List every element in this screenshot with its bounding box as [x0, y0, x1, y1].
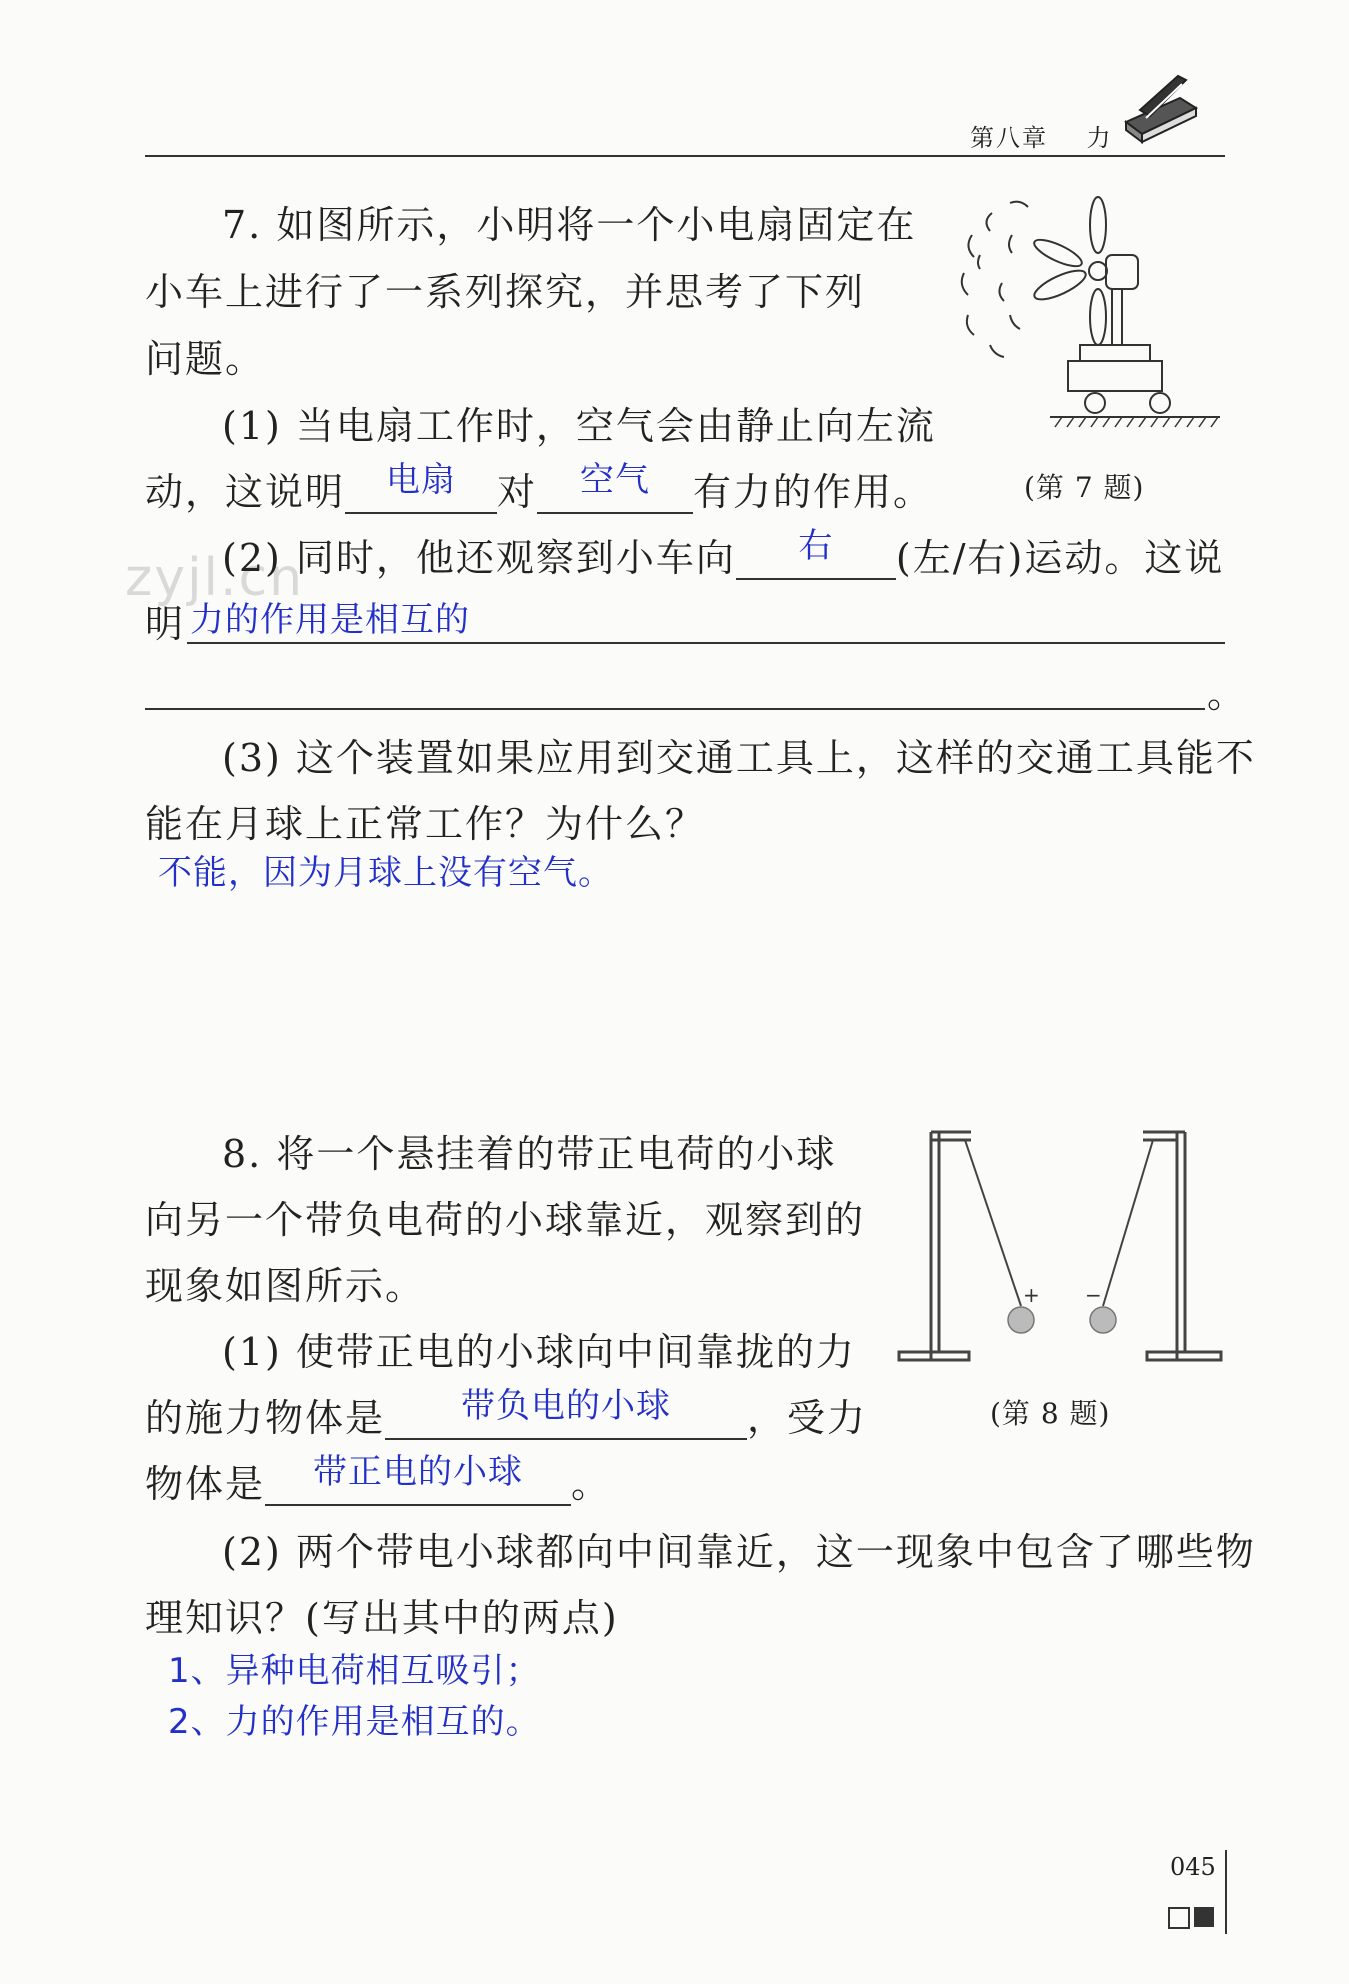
q7-blank-3[interactable]: [736, 526, 896, 580]
q8-stem-line2: 向另一个带负电荷的小球靠近，观察到的: [145, 1198, 866, 1242]
q7-figure-caption: (第 7 题): [1024, 471, 1145, 504]
q7-blank-1-answer: 电扇: [386, 460, 457, 500]
q7-stem-line1: 7. 如图所示，小明将一个小电扇固定在: [222, 203, 917, 247]
q8-part1-text-a: 的施力物体是: [145, 1396, 386, 1440]
chapter-number: 第八章: [970, 124, 1048, 152]
q8-answer-1: 1、异种电荷相互吸引；: [168, 1651, 541, 1691]
page-number-rule: [1225, 1850, 1227, 1934]
q8-blank-2-answer: 带正电的小球: [313, 1452, 524, 1492]
q7-part1-line2: [145, 460, 934, 514]
q8-part2-line1: (2) 两个带电小球都向中间靠近，这一现象中包含了哪些物: [222, 1530, 1256, 1574]
q7-part1-text-a: 动，这说明: [145, 470, 346, 514]
q7-blank-1[interactable]: [345, 460, 497, 514]
book-icon: [1120, 70, 1200, 150]
q7-part1-text-c: 有力的作用。: [693, 470, 934, 514]
q7-part1-text-b: 对: [497, 470, 538, 514]
minus-sign: −: [1085, 1283, 1102, 1307]
q7-part3-line1: (3) 这个装置如果应用到交通工具上，这样的交通工具能不: [222, 736, 1256, 780]
q8-part1-text-b: ，受力: [747, 1396, 868, 1440]
header-rule: [145, 155, 1225, 157]
q7-part2-line1: [222, 526, 1225, 580]
q7-part2-line2: 明: [145, 602, 186, 646]
q7-part3-line2: 能在月球上正常工作？为什么？: [145, 802, 706, 846]
q7-blank-3-answer: 右: [798, 526, 834, 566]
q8-part2-line2: 理知识？(写出其中的两点): [145, 1596, 619, 1640]
q7-answer-rule-1: [187, 642, 1225, 644]
q8-stem-line3: 现象如图所示。: [145, 1264, 426, 1308]
q7-part2-text-b: (左/右)运动。这说: [895, 536, 1225, 580]
q8-part1-line3: [145, 1452, 612, 1506]
q8-blank-2[interactable]: [265, 1452, 571, 1506]
q8-figure-caption: (第 8 题): [990, 1397, 1111, 1430]
q7-stem-line3: 问题。: [145, 337, 266, 381]
q8-part1-line2: [145, 1386, 868, 1440]
q7-part3-answer: 不能，因为月球上没有空气。: [158, 853, 613, 893]
q7-blank-2[interactable]: [537, 460, 693, 514]
page-square-filled: [1194, 1907, 1214, 1927]
fan-cart-figure: [950, 195, 1225, 435]
page-number: 045: [1170, 1853, 1216, 1881]
q8-answer-2: 2、力的作用是相互的。: [168, 1702, 541, 1742]
q7-part2-text-a: (2) 同时，他还观察到小车向: [222, 536, 736, 580]
charged-balls-figure: [895, 1130, 1225, 1370]
chapter-header: [970, 118, 1113, 153]
plus-sign: +: [1023, 1283, 1040, 1307]
q7-part2-answer: 力的作用是相互的: [190, 600, 470, 640]
q8-blank-1[interactable]: [385, 1386, 747, 1440]
q7-part1-line1: (1) 当电扇工作时，空气会由静止向左流: [222, 404, 936, 448]
q8-part1-line1: (1) 使带正电的小球向中间靠拢的力: [222, 1330, 856, 1374]
chapter-title: 力: [1086, 124, 1113, 152]
q7-blank-2-answer: 空气: [580, 460, 651, 500]
q7-part2-end: 。: [1207, 672, 1248, 716]
watermark: zyjl.cn: [125, 548, 305, 608]
q8-stem-line1: 8. 将一个悬挂着的带正电荷的小球: [222, 1132, 837, 1176]
q7-stem-line2: 小车上进行了一系列探究，并思考了下列: [145, 270, 866, 314]
q8-part1-text-c: 物体是: [145, 1462, 266, 1506]
q7-answer-rule-2: [145, 708, 1205, 710]
q8-part1-text-d: 。: [571, 1462, 612, 1506]
page-square-outline: [1168, 1907, 1190, 1929]
q8-blank-1-answer: 带负电的小球: [461, 1386, 672, 1426]
